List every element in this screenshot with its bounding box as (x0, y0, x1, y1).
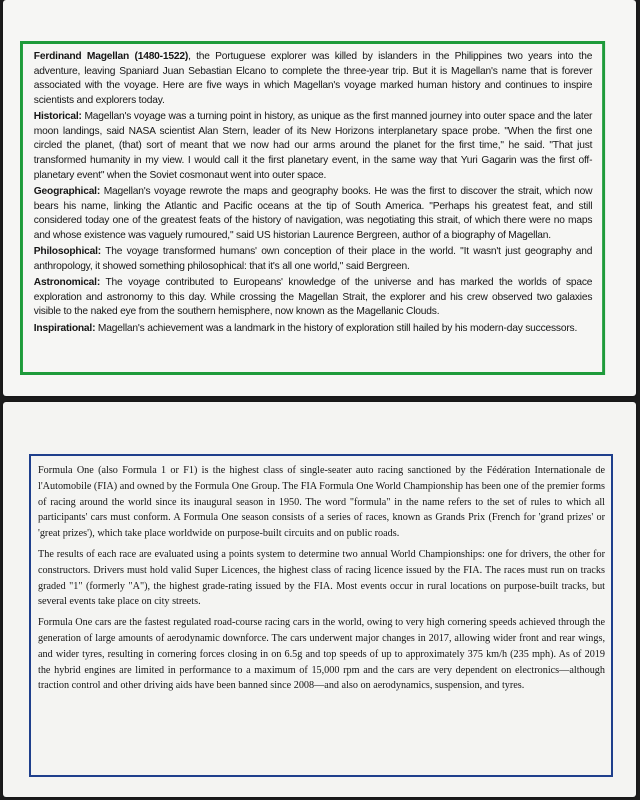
magellan-card (3, 0, 636, 396)
section-geographical (34, 185, 592, 243)
f1-paragraph-1: Formula One (also Formula 1 or F1) is the highest class of single-seater auto racing sanctioned by the Fédération Internationale de l'Automobile (FIA) and owned by the Formula One Group. The FIA Formula One World Championship has been one of the premier forms of racing around the world since its inaugural season in 1950. The word "formula" in the name refers to the set of rules to which all participants' cars must conform. A Formula One season consists of a series of races, known as Grands Prix (French for 'grand prizes' or 'great prizes'), which take place worldwide on purpose-built circuits and on public roads. (38, 465, 605, 540)
section-text: The voyage contributed to Europeans' knowledge of the universe and has marked the worlds of space exploration and astronomy to this day. While crossing the Magellan Strait, the explorer and his crew observed two galaxies visible to the naked eye from the southern hemisphere, now known as the Magellanic Clouds. (33, 277, 593, 318)
section-heading: Historical: (33, 111, 82, 123)
section-heading: Geographical: (33, 185, 101, 197)
section-heading: Astronomical: (33, 277, 101, 289)
f1-paragraph-3: Formula One cars are the fastest regulated road-course racing cars in the world, owing to very high cornering speeds achieved through the generation of large amounts of aerodynamic downforce. The cars underwent major changes in 2017, allowing wider front and rear wings, and wider tyres, resulting in cornering forces closing in on 6.5g and top speeds of up to approximately 375 km/h (235 mph). As of 2019 the hybrid engines are limited in performance to a maximum of 15,000 rpm and the cars are very dependent on electronics—although traction control and other driving aids have been banned since 2008—and also on aerodynamics, suspension, and tyres. (38, 617, 605, 692)
section-text: The voyage transformed humans' own conception of their place in the world. "It wasn't just geography and anthropology, it showed something philosophical: that it's all one world," said Bergreen. (33, 246, 593, 272)
section-text: Magellan's voyage was a turning point in history, as unique as the first manned journey into outer space and the later moon landings, said NASA scientist Alan Stern, leader of its New Horizons interplanetary space probe. "When the first one circled the planet, (that) sort of meant that we now had our arms around the planet for the first time," he said. "That just transformed humanity in my view. I would call it the first planetary event, in the same way that Yuri Gagarin was the first off-planetary event" when the Soviet cosmonaut went into outer space. (33, 111, 593, 181)
intro-text: , the Portuguese explorer was killed by islanders in the Philippines two years into the adventure, leaving Spaniard Juan Sebastian Elcano to complete the three-year trip. But it is Magellan's name that is forever associated with the voyage. Here are five ways in which Magellan's voyage marked human history and continues to inspire scientists and explorers today. (33, 51, 593, 106)
section-text: Magellan's voyage rewrote the maps and geography books. He was the first to discover the strait, which now bears his name, linking the Atlantic and Pacific oceans at the tip of South America. "Perhaps his greatest feat, and still considered today one of the greatest feats of the history of navigation, was negotiating this strait, of which there were no maps and whose existence was vaguely rumoured," said US historian Laurence Bergreen, author of a biography of Magellan. (33, 185, 593, 241)
section-inspirational (34, 322, 592, 337)
section-philosophical (34, 245, 592, 274)
section-text: Magellan's achievement was a landmark in the history of exploration still hailed by his modern-day successors. (95, 322, 578, 334)
magellan-text-frame (20, 41, 605, 375)
section-historical (34, 110, 592, 183)
section-heading: Philosophical: (33, 246, 101, 258)
section-heading: Inspirational: (33, 322, 96, 334)
intro-name: Ferdinand Magellan (1480-1522) (33, 51, 189, 62)
section-astronomical (34, 276, 592, 320)
f1-paragraph-2: The results of each race are evaluated using a points system to determine two annual World Championships: one for drivers, the other for constructors. Drivers must hold valid Super Licences, the highest class of racing licence issued by the FIA. The races must run on tracks graded "1" (formerly "A"), the highest grade-rating issued by the FIA. Most events occur in rural locations on purpose-built tracks, but several events take place on city streets. (38, 548, 605, 608)
formula-one-card (3, 402, 636, 797)
formula-one-text-frame (29, 454, 613, 777)
magellan-intro (34, 50, 592, 108)
